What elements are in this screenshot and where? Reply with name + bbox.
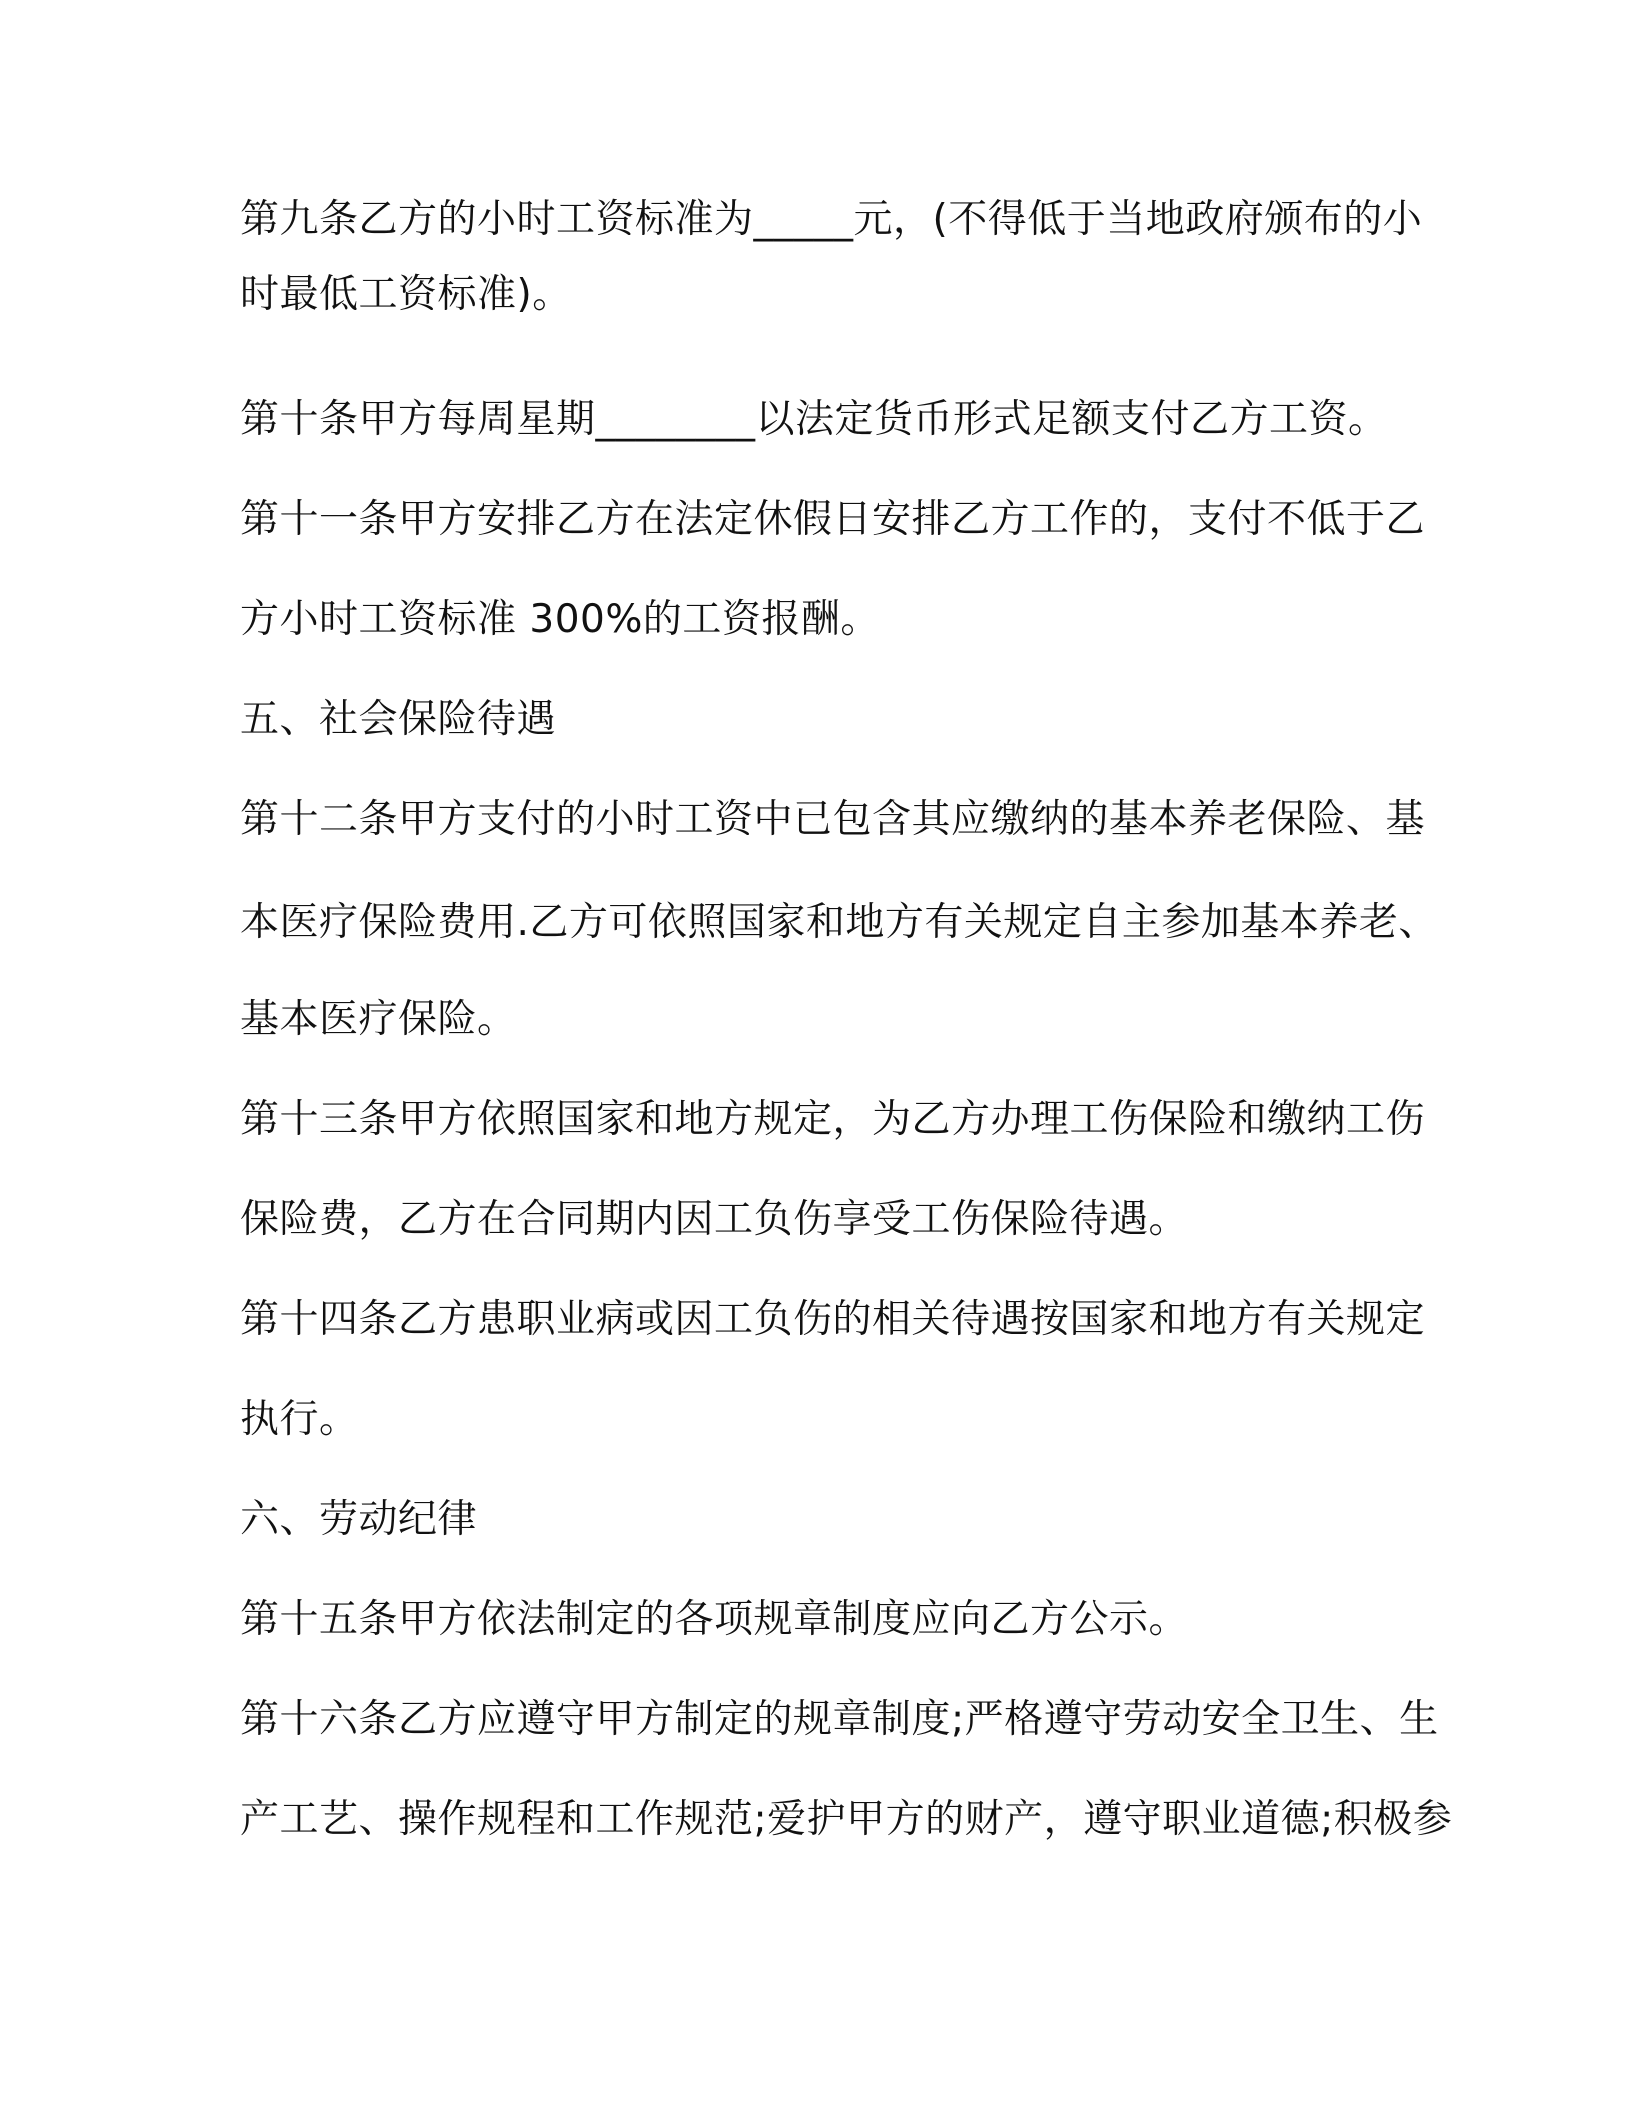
article-13-line-1: 第十三条甲方依照国家和地方规定，为乙方办理工伤保险和缴纳工伤: [240, 1097, 1426, 1142]
article-11-line-1: 第十一条甲方安排乙方在法定休假日安排乙方工作的，支付不低于乙: [240, 497, 1426, 542]
article-9-line-2: 时最低工资标准)。: [240, 272, 572, 317]
article-15-line-1: 第十五条甲方依法制定的各项规章制度应向乙方公示。: [240, 1597, 1189, 1642]
article-12-line-3: 基本医疗保险。: [240, 997, 517, 1042]
article-14-line-1: 第十四条乙方患职业病或因工负伤的相关待遇按国家和地方有关规定: [240, 1297, 1426, 1342]
article-11-line-2: 方小时工资标准 300%的工资报酬。: [240, 597, 880, 642]
article-9-line-1: 第九条乙方的小时工资标准为_____元，(不得低于当地政府颁布的小: [240, 197, 1423, 242]
article-12-line-2: 本医疗保险费用.乙方可依照国家和地方有关规定自主参加基本养老、: [240, 900, 1438, 945]
article-16-line-2: 产工艺、操作规程和工作规范;爱护甲方的财产，遵守职业道德;积极参: [240, 1797, 1453, 1842]
article-12-line-1: 第十二条甲方支付的小时工资中已包含其应缴纳的基本养老保险、基: [240, 797, 1426, 842]
article-16-line-1: 第十六条乙方应遵守甲方制定的规章制度;严格遵守劳动安全卫生、生: [240, 1697, 1439, 1742]
section-6-heading: 六、劳动纪律: [240, 1497, 478, 1542]
article-14-line-2: 执行。: [240, 1397, 359, 1442]
article-13-line-2: 保险费，乙方在合同期内因工负伤享受工伤保险待遇。: [240, 1197, 1189, 1242]
article-10-line-1: 第十条甲方每周星期________以法定货币形式足额支付乙方工资。: [240, 397, 1388, 442]
section-5-heading: 五、社会保险待遇: [240, 697, 557, 742]
